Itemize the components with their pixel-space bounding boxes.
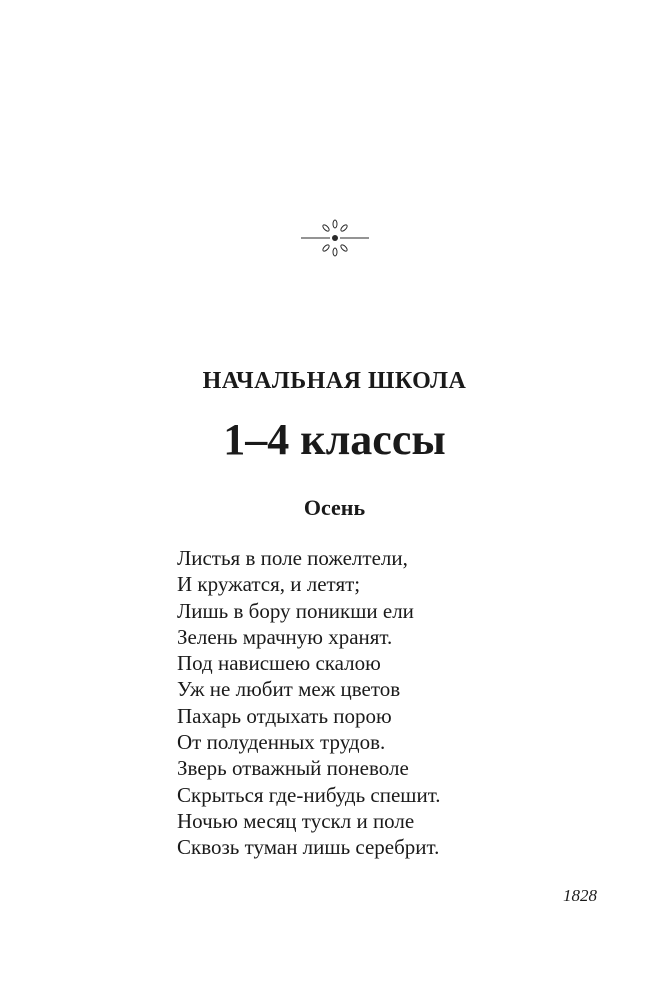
poem-line: Зелень мрачную хранят. bbox=[177, 624, 393, 649]
poem-line: Лишь в бору поникши ели bbox=[177, 598, 414, 623]
poem-text bbox=[177, 545, 441, 861]
poem-line: Ночью месяц тускл и поле bbox=[177, 808, 415, 833]
poem-line: От полуденных трудов. bbox=[177, 730, 386, 755]
poem-line: И кружатся, и летят; bbox=[177, 572, 361, 597]
grade-title: 1–4 классы bbox=[223, 415, 446, 464]
poem-line: Уж не любит меж цветов bbox=[177, 677, 401, 702]
poem-line: Сквозь туман лишь серебрит. bbox=[177, 835, 440, 860]
poem-line: Под нависшею скалою bbox=[177, 651, 381, 676]
poem-line: Зверь отважный поневоле bbox=[177, 756, 409, 781]
poem-line: Пахарь отдыхать порою bbox=[177, 703, 392, 728]
floral-divider-icon bbox=[299, 218, 371, 262]
poem-year: 1828 bbox=[563, 886, 597, 905]
poem-line: Листья в поле пожелтели, bbox=[177, 546, 408, 570]
poem-title: Осень bbox=[303, 495, 366, 520]
poem-line: Скрыться где-нибудь спешит. bbox=[177, 782, 441, 807]
section-title: НАЧАЛЬНАЯ ШКОЛА bbox=[202, 368, 467, 394]
